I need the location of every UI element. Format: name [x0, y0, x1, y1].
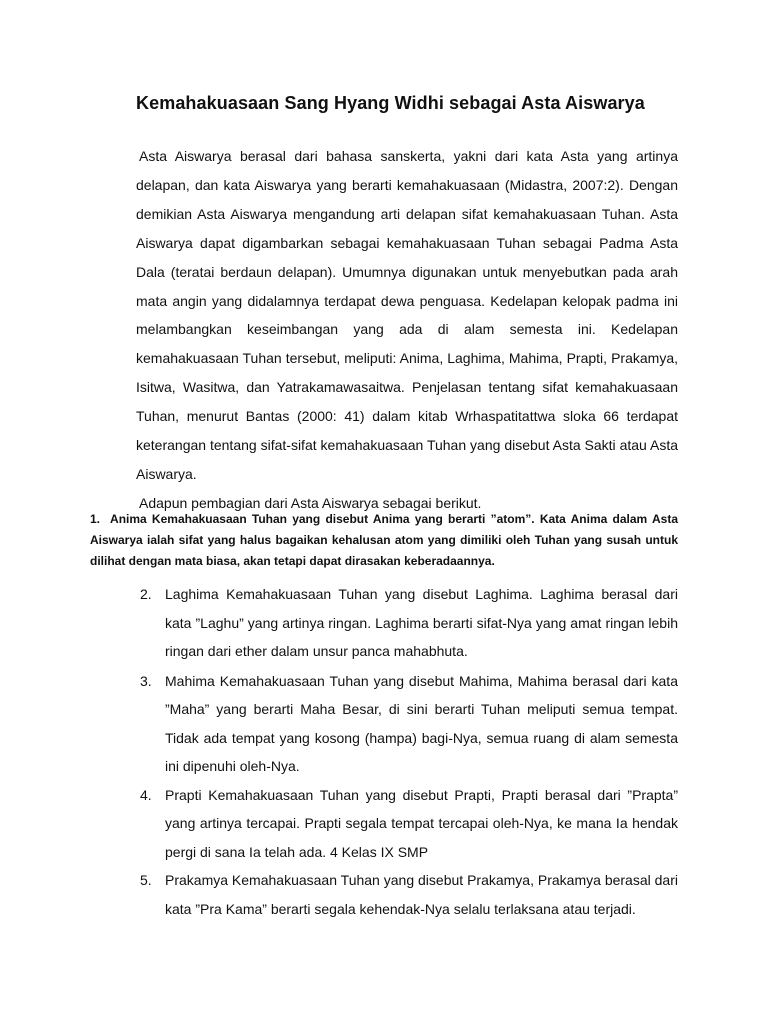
list-item-number: 4.	[140, 786, 152, 803]
page-title: Kemahakuasaan Sang Hyang Widhi sebagai Asta Aiswarya	[136, 93, 645, 113]
list-item-number: 5.	[140, 872, 152, 888]
list-item-mahima	[136, 667, 678, 781]
list-item-number: 2.	[140, 586, 152, 602]
list-item-text: Mahima Kemahakuasaan Tuhan yang disebut Mahima, Mahima berasal dari kata ”Maha” yang berarti Maha Besar, di sini berarti Tuhan meliputi semua tempat. Tidak ada tempat yang kosong (hampa) bagi-Nya, semua ruang di alam semesta ini dipenuhi oleh-Nya.	[165, 672, 678, 774]
list-item-number: 3.	[140, 672, 152, 689]
intro-followup: Adapun pembagian dari Asta Aiswarya sebagai berikut.	[139, 494, 482, 511]
list-item-laghima	[136, 580, 678, 666]
list-item-text: Anima Kemahakuasaan Tuhan yang disebut Anima yang berarti ”atom”. Kata Anima dalam Asta Aiswarya ialah sifat yang halus bagaikan kehalusan atom yang dimiliki oleh Tuhan yang susah untuk dilihat dengan mata biasa, akan tetapi dapat dirasakan keberadaannya.	[90, 512, 678, 568]
list-item-text: Laghima Kemahakuasaan Tuhan yang disebut Laghima. Laghima berasal dari kata ”Laghu” yang artinya ringan. Laghima berarti sifat-Nya yang amat ringan lebih ringan dari ether dalam unsur panca mahabhuta.	[165, 586, 678, 659]
intro-section	[136, 142, 678, 518]
list-item-text: Prakamya Kemahakuasaan Tuhan yang disebut Prakamya, Prakamya berasal dari kata ”Pra Kama” berarti segala kehendak-Nya selalu terlaksana atau terjadi.	[165, 872, 678, 917]
numbered-list	[136, 580, 678, 923]
intro-paragraph: Asta Aiswarya berasal dari bahasa sanskerta, yakni dari kata Asta yang artinya delapan, dan kata Aiswarya yang berarti kemahakuasaan (Midastra, 2007:2). Dengan demikian Asta Aiswarya mengandung arti delapan sifat kemahakuasaan Tuhan. Asta Aiswarya dapat digambarkan sebagai kemahakuasaan Tuhan sebagai Padma Asta Dala (teratai berdaun delapan). Umumnya digunakan untuk menyebutkan pada arah mata angin yang didalamnya terdapat dewa penguasa. Kedelapan kelopak padma ini melambangkan keseimbangan yang ada di alam semesta ini. Kedelapan kemahakuasaan Tuhan tersebut, meliputi: Anima, Laghima, Mahima, Prapti, Prakamya, Isitwa, Wasitwa, dan Yatrakamawasaitwa. Penjelasan tentang sifat kemahakuasaan Tuhan, menurut Bantas (2000: 41) dalam kitab Wrhaspatitattwa sloka 66 terdapat keterangan tentang sifat-sifat kemahakuasaan Tuhan yang disebut Asta Sakti atau Asta Aiswarya.	[136, 148, 678, 482]
list-item-prakamya	[136, 866, 678, 923]
list-item-prapti	[136, 781, 678, 867]
list-item-number: 1.	[90, 512, 101, 526]
list-item-text: Prapti Kemahakuasaan Tuhan yang disebut Prapti, Prapti berasal dari ”Prapta” yang artinya tercapai. Prapti segala tempat tercapai oleh-Nya, ke mana Ia hendak pergi di sana Ia telah ada. 4 Kelas IX SMP	[165, 786, 678, 860]
list-item-anima	[90, 509, 678, 572]
